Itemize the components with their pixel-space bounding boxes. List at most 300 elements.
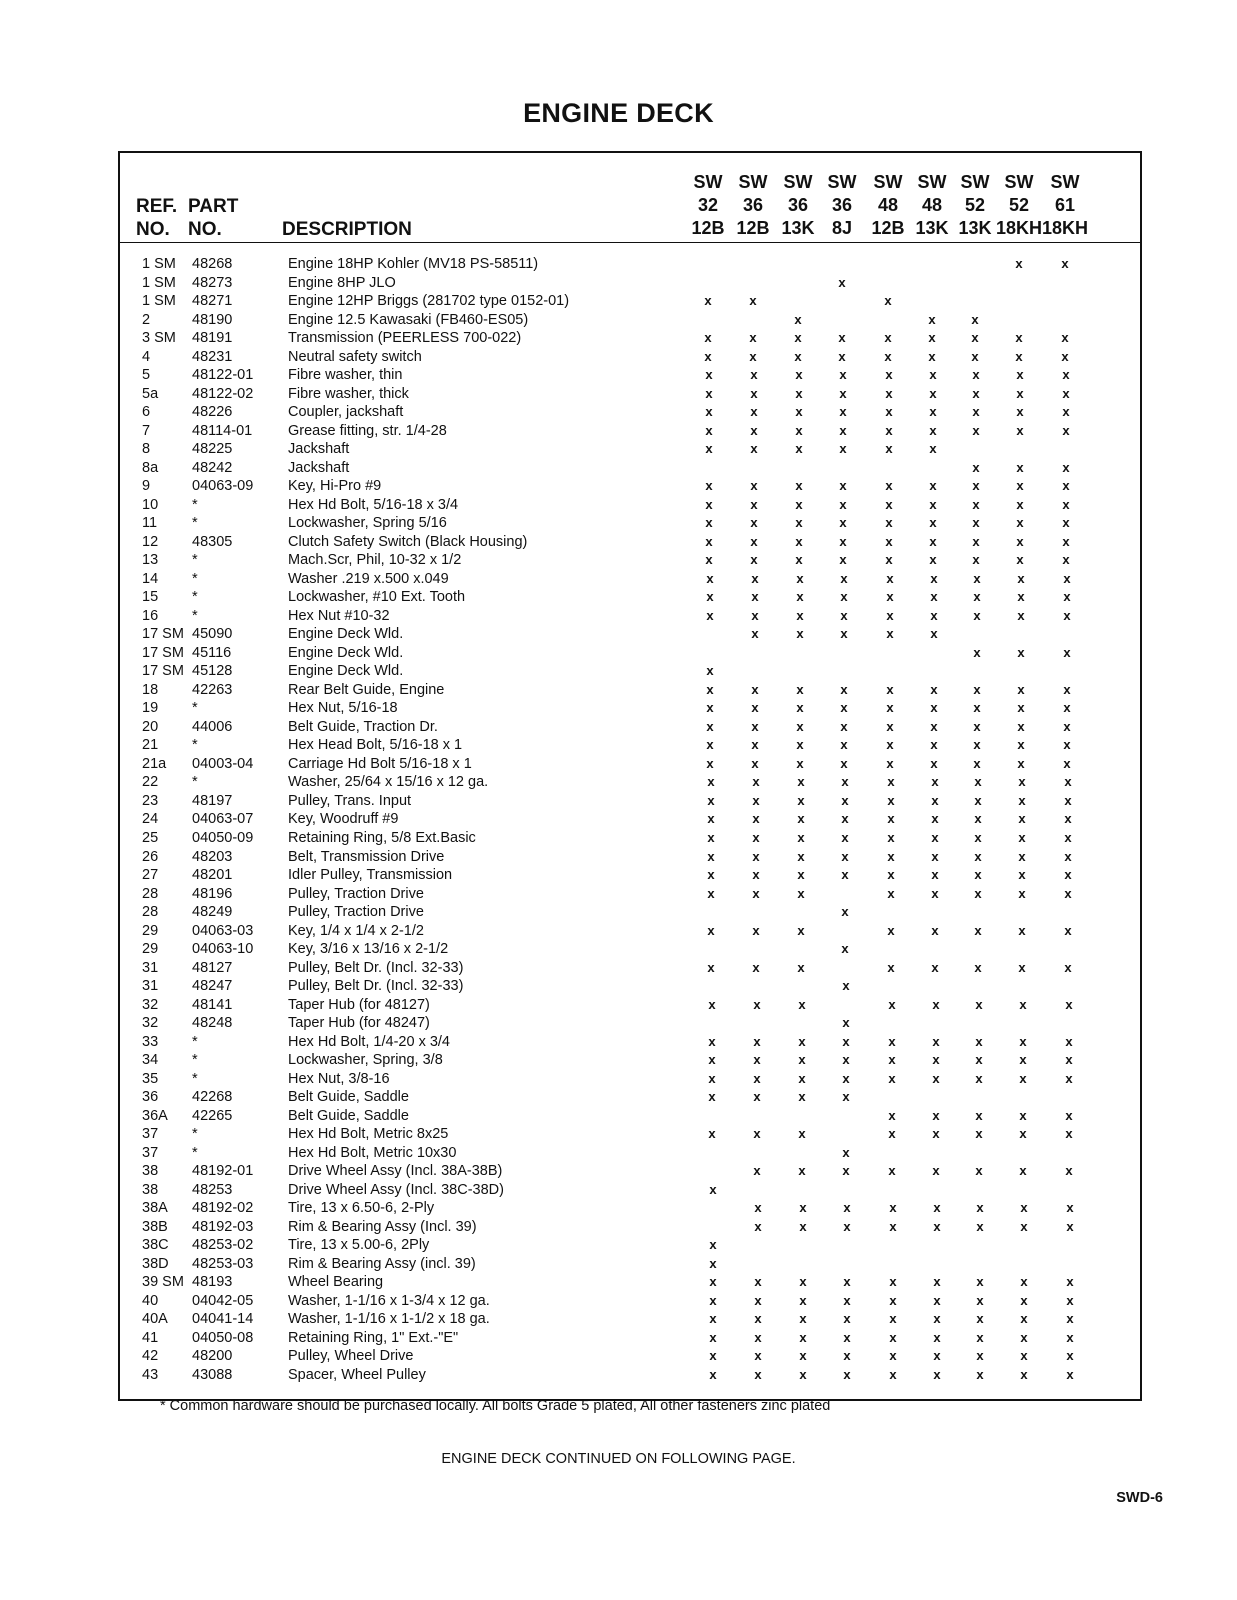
fitment-mark: x bbox=[974, 867, 982, 883]
fitment-mark: x bbox=[707, 959, 715, 975]
fitment-mark: x bbox=[1017, 607, 1025, 623]
fitment-mark: x bbox=[705, 404, 713, 420]
fitment-mark: x bbox=[1016, 496, 1024, 512]
ref-no: 38 bbox=[142, 1163, 159, 1180]
part-no: 48242 bbox=[192, 459, 233, 476]
fitment-mark: x bbox=[888, 1033, 896, 1049]
fitment-mark: x bbox=[754, 1329, 762, 1345]
table-row bbox=[120, 477, 1140, 496]
fitment-mark: x bbox=[799, 1366, 807, 1382]
fitment-mark: x bbox=[974, 885, 982, 901]
description: Pulley, Belt Dr. (Incl. 32-33) bbox=[288, 959, 464, 976]
table-row bbox=[120, 848, 1140, 867]
fitment-mark: x bbox=[1016, 552, 1024, 568]
fitment-mark: x bbox=[1020, 1348, 1028, 1364]
fitment-mark: x bbox=[1066, 1274, 1074, 1290]
ref-no: 38B bbox=[142, 1218, 168, 1235]
table-row bbox=[120, 755, 1140, 774]
fitment-mark: x bbox=[929, 496, 937, 512]
part-no: 48192-01 bbox=[192, 1163, 254, 1180]
part-no: 42263 bbox=[192, 681, 233, 698]
part-no: 48305 bbox=[192, 533, 233, 550]
fitment-mark: x bbox=[751, 755, 759, 771]
ref-no: 39 SM bbox=[142, 1274, 184, 1291]
fitment-mark: x bbox=[708, 1089, 716, 1105]
part-no: 48193 bbox=[192, 1274, 233, 1291]
table-row bbox=[120, 1162, 1140, 1181]
fitment-mark: x bbox=[888, 1107, 896, 1123]
ref-no: 11 bbox=[142, 515, 158, 532]
fitment-mark: x bbox=[887, 959, 895, 975]
fitment-mark: x bbox=[794, 348, 802, 364]
description: Washer .219 x.500 x.049 bbox=[288, 570, 449, 587]
description: Engine 8HP JLO bbox=[288, 274, 396, 291]
table-row bbox=[120, 1070, 1140, 1089]
fitment-mark: x bbox=[796, 607, 804, 623]
fitment-mark: x bbox=[795, 552, 803, 568]
fitment-mark: x bbox=[972, 496, 980, 512]
fitment-mark: x bbox=[842, 1052, 850, 1068]
fitment-mark: x bbox=[706, 589, 714, 605]
fitment-mark: x bbox=[974, 811, 982, 827]
description: Rear Belt Guide, Engine bbox=[288, 681, 445, 698]
header-ref-no: NO. bbox=[136, 219, 170, 240]
fitment-mark: x bbox=[884, 330, 892, 346]
fitment-mark: x bbox=[1020, 1218, 1028, 1234]
table-row bbox=[120, 644, 1140, 663]
fitment-mark: x bbox=[839, 533, 847, 549]
page-number: SWD-6 bbox=[1116, 1490, 1163, 1506]
part-no: 48114-01 bbox=[192, 422, 253, 439]
fitment-mark: x bbox=[752, 792, 760, 808]
description: Hex Hd Bolt, Metric 8x25 bbox=[288, 1126, 449, 1143]
fitment-mark: x bbox=[752, 774, 760, 790]
fitment-mark: x bbox=[1062, 459, 1070, 475]
continued-note: ENGINE DECK CONTINUED ON FOLLOWING PAGE. bbox=[441, 1451, 796, 1467]
fitment-mark: x bbox=[1016, 515, 1024, 531]
description: Jackshaft bbox=[288, 441, 350, 458]
ref-no: 22 bbox=[142, 774, 159, 791]
fitment-mark: x bbox=[887, 867, 895, 883]
ref-no: 34 bbox=[142, 1052, 159, 1069]
description: Washer, 25/64 x 15/16 x 12 ga. bbox=[288, 774, 489, 791]
fitment-mark: x bbox=[971, 330, 979, 346]
fitment-mark: x bbox=[708, 1033, 716, 1049]
fitment-mark: x bbox=[1017, 718, 1025, 734]
fitment-mark: x bbox=[798, 1163, 806, 1179]
fitment-mark: x bbox=[976, 1311, 984, 1327]
fitment-mark: x bbox=[886, 737, 894, 753]
fitment-mark: x bbox=[1065, 1107, 1073, 1123]
fitment-mark: x bbox=[932, 996, 940, 1012]
fitment-mark: x bbox=[888, 1126, 896, 1142]
table-row bbox=[120, 1181, 1140, 1200]
fitment-mark: x bbox=[707, 922, 715, 938]
description: Pulley, Traction Drive bbox=[288, 885, 424, 902]
description: Hex Hd Bolt, Metric 10x30 bbox=[288, 1144, 457, 1161]
table-row bbox=[120, 422, 1140, 441]
model-header: 18KH bbox=[995, 218, 1043, 238]
fitment-mark: x bbox=[750, 367, 758, 383]
part-no: * bbox=[192, 570, 198, 587]
table-row bbox=[120, 625, 1140, 644]
fitment-mark: x bbox=[841, 829, 849, 845]
part-no: 48192-02 bbox=[192, 1200, 254, 1217]
fitment-mark: x bbox=[707, 848, 715, 864]
description: Drive Wheel Assy (Incl. 38A-38B) bbox=[288, 1163, 503, 1180]
fitment-mark: x bbox=[754, 1274, 762, 1290]
fitment-mark: x bbox=[799, 1348, 807, 1364]
ref-no: 18 bbox=[142, 681, 159, 698]
description: Taper Hub (for 48127) bbox=[288, 996, 430, 1013]
description: Taper Hub (for 48247) bbox=[288, 1015, 430, 1032]
fitment-mark: x bbox=[889, 1329, 897, 1345]
fitment-mark: x bbox=[842, 1033, 850, 1049]
fitment-mark: x bbox=[704, 330, 712, 346]
description: Retaining Ring, 5/8 Ext.Basic bbox=[288, 829, 476, 846]
part-no: 48122-02 bbox=[192, 385, 254, 402]
ref-no: 28 bbox=[142, 904, 159, 921]
model-header: 32 bbox=[697, 195, 719, 215]
table-row bbox=[120, 1273, 1140, 1292]
table-row bbox=[120, 366, 1140, 385]
fitment-mark: x bbox=[889, 1292, 897, 1308]
fitment-mark: x bbox=[1019, 1126, 1027, 1142]
fitment-mark: x bbox=[1019, 1033, 1027, 1049]
page-title: ENGINE DECK bbox=[523, 98, 714, 128]
fitment-mark: x bbox=[706, 607, 714, 623]
ref-no: 25 bbox=[142, 829, 159, 846]
fitment-mark: x bbox=[887, 922, 895, 938]
fitment-mark: x bbox=[886, 626, 894, 642]
part-no: * bbox=[192, 607, 198, 624]
fitment-mark: x bbox=[795, 441, 803, 457]
fitment-mark: x bbox=[932, 1070, 940, 1086]
fitment-mark: x bbox=[843, 1311, 851, 1327]
table-row bbox=[120, 403, 1140, 422]
ref-no: 38A bbox=[142, 1200, 168, 1217]
fitment-mark: x bbox=[971, 348, 979, 364]
fitment-mark: x bbox=[706, 718, 714, 734]
fitment-mark: x bbox=[973, 700, 981, 716]
description: Wheel Bearing bbox=[288, 1274, 384, 1291]
model-header: SW bbox=[827, 172, 857, 192]
part-no: 48271 bbox=[192, 293, 233, 310]
model-header: 52 bbox=[1008, 195, 1030, 215]
fitment-mark: x bbox=[752, 922, 760, 938]
fitment-mark: x bbox=[706, 570, 714, 586]
fitment-mark: x bbox=[928, 330, 936, 346]
fitment-mark: x bbox=[839, 496, 847, 512]
part-no: 48249 bbox=[192, 904, 233, 921]
fitment-mark: x bbox=[1019, 996, 1027, 1012]
fitment-mark: x bbox=[840, 718, 848, 734]
fitment-mark: x bbox=[929, 441, 937, 457]
fitment-mark: x bbox=[1020, 1200, 1028, 1216]
part-no: 48127 bbox=[192, 959, 233, 976]
part-no: 45128 bbox=[192, 663, 233, 680]
fitment-mark: x bbox=[973, 570, 981, 586]
fitment-mark: x bbox=[1066, 1329, 1074, 1345]
table-row bbox=[120, 440, 1140, 459]
fitment-mark: x bbox=[974, 922, 982, 938]
table-row bbox=[120, 792, 1140, 811]
fitment-mark: x bbox=[885, 515, 893, 531]
table-row bbox=[120, 866, 1140, 885]
fitment-mark: x bbox=[708, 1052, 716, 1068]
fitment-mark: x bbox=[1063, 644, 1071, 660]
fitment-mark: x bbox=[933, 1348, 941, 1364]
fitment-mark: x bbox=[842, 1089, 850, 1105]
fitment-mark: x bbox=[1065, 1163, 1073, 1179]
fitment-mark: x bbox=[709, 1366, 717, 1382]
description: Fibre washer, thin bbox=[288, 367, 403, 384]
fitment-mark: x bbox=[975, 1107, 983, 1123]
fitment-mark: x bbox=[931, 848, 939, 864]
fitment-mark: x bbox=[888, 1070, 896, 1086]
fitment-mark: x bbox=[975, 1126, 983, 1142]
fitment-mark: x bbox=[799, 1311, 807, 1327]
ref-no: 38D bbox=[142, 1255, 169, 1272]
fitment-mark: x bbox=[797, 792, 805, 808]
ref-no: 21 bbox=[142, 737, 159, 754]
fitment-mark: x bbox=[933, 1200, 941, 1216]
description: Lockwasher, Spring, 3/8 bbox=[288, 1052, 443, 1069]
model-header: 36 bbox=[742, 195, 764, 215]
model-header: SW bbox=[960, 172, 990, 192]
description: Key, 1/4 x 1/4 x 2-1/2 bbox=[288, 922, 424, 939]
ref-no: 13 bbox=[142, 552, 159, 569]
description: Pulley, Traction Drive bbox=[288, 904, 424, 921]
model-header: 12B bbox=[691, 218, 725, 238]
model-header: 12B bbox=[736, 218, 770, 238]
fitment-mark: x bbox=[1066, 1292, 1074, 1308]
part-no: 42265 bbox=[192, 1107, 233, 1124]
description: Belt Guide, Saddle bbox=[288, 1107, 409, 1124]
part-no: 48247 bbox=[192, 978, 233, 995]
part-no: 48192-03 bbox=[192, 1218, 254, 1235]
fitment-mark: x bbox=[1066, 1218, 1074, 1234]
fitment-mark: x bbox=[841, 774, 849, 790]
fitment-mark: x bbox=[797, 811, 805, 827]
ref-no: 28 bbox=[142, 885, 159, 902]
ref-no: 17 SM bbox=[142, 663, 184, 680]
ref-no: 36 bbox=[142, 1089, 159, 1106]
fitment-mark: x bbox=[930, 700, 938, 716]
table-row bbox=[120, 1292, 1140, 1311]
fitment-mark: x bbox=[931, 774, 939, 790]
fitment-mark: x bbox=[889, 1274, 897, 1290]
ref-no: 26 bbox=[142, 848, 159, 865]
description: Tire, 13 x 5.00-6, 2Ply bbox=[288, 1237, 430, 1254]
description: Coupler, jackshaft bbox=[288, 404, 404, 421]
description: Engine Deck Wld. bbox=[288, 663, 404, 680]
fitment-mark: x bbox=[1063, 700, 1071, 716]
ref-no: 36A bbox=[142, 1107, 168, 1124]
fitment-mark: x bbox=[931, 922, 939, 938]
fitment-mark: x bbox=[1064, 885, 1072, 901]
ref-no: 17 SM bbox=[142, 626, 184, 643]
fitment-mark: x bbox=[841, 941, 849, 957]
model-header: SW bbox=[1004, 172, 1034, 192]
fitment-mark: x bbox=[1018, 885, 1026, 901]
fitment-mark: x bbox=[797, 959, 805, 975]
fitment-mark: x bbox=[799, 1200, 807, 1216]
table-body bbox=[120, 255, 1140, 1384]
fitment-mark: x bbox=[930, 570, 938, 586]
fitment-mark: x bbox=[709, 1311, 717, 1327]
fitment-mark: x bbox=[754, 1348, 762, 1364]
fitment-mark: x bbox=[887, 774, 895, 790]
fitment-mark: x bbox=[706, 700, 714, 716]
ref-no: 41 bbox=[142, 1329, 159, 1346]
fitment-mark: x bbox=[1019, 1107, 1027, 1123]
fitment-mark: x bbox=[972, 404, 980, 420]
ref-no: 5a bbox=[142, 385, 159, 402]
table-row bbox=[120, 274, 1140, 293]
description: Carriage Hd Bolt 5/16-18 x 1 bbox=[288, 755, 472, 772]
fitment-mark: x bbox=[708, 1070, 716, 1086]
fitment-mark: x bbox=[838, 348, 846, 364]
fitment-mark: x bbox=[974, 829, 982, 845]
fitment-mark: x bbox=[750, 496, 758, 512]
fitment-mark: x bbox=[931, 867, 939, 883]
fitment-mark: x bbox=[796, 626, 804, 642]
ref-no: 35 bbox=[142, 1070, 159, 1087]
part-no: 04063-07 bbox=[192, 811, 254, 828]
fitment-mark: x bbox=[975, 1163, 983, 1179]
description: Belt Guide, Traction Dr. bbox=[288, 718, 438, 735]
fitment-mark: x bbox=[972, 552, 980, 568]
table-row bbox=[120, 588, 1140, 607]
fitment-mark: x bbox=[1016, 478, 1024, 494]
fitment-mark: x bbox=[932, 1126, 940, 1142]
fitment-mark: x bbox=[753, 1126, 761, 1142]
ref-no: 33 bbox=[142, 1033, 159, 1050]
fitment-mark: x bbox=[1061, 348, 1069, 364]
ref-no: 1 SM bbox=[142, 274, 176, 291]
fitment-mark: x bbox=[1066, 1311, 1074, 1327]
fitment-mark: x bbox=[795, 422, 803, 438]
fitment-mark: x bbox=[705, 441, 713, 457]
fitment-mark: x bbox=[976, 1274, 984, 1290]
fitment-mark: x bbox=[843, 1274, 851, 1290]
fitment-mark: x bbox=[841, 811, 849, 827]
description: Hex Head Bolt, 5/16-18 x 1 bbox=[288, 737, 463, 754]
fitment-mark: x bbox=[797, 774, 805, 790]
fitment-mark: x bbox=[753, 1033, 761, 1049]
fitment-mark: x bbox=[1016, 367, 1024, 383]
table-row bbox=[120, 1347, 1140, 1366]
table-row bbox=[120, 570, 1140, 589]
table-row bbox=[120, 459, 1140, 478]
fitment-mark: x bbox=[750, 533, 758, 549]
fitment-mark: x bbox=[843, 1292, 851, 1308]
fitment-mark: x bbox=[1064, 774, 1072, 790]
ref-no: 17 SM bbox=[142, 644, 184, 661]
fitment-mark: x bbox=[750, 478, 758, 494]
fitment-mark: x bbox=[1065, 1070, 1073, 1086]
fitment-mark: x bbox=[753, 996, 761, 1012]
header-part-no: NO. bbox=[188, 219, 222, 240]
part-no: 48248 bbox=[192, 1015, 233, 1032]
description: Mach.Scr, Phil, 10-32 x 1/2 bbox=[288, 552, 462, 569]
fitment-mark: x bbox=[885, 441, 893, 457]
fitment-mark: x bbox=[887, 811, 895, 827]
fitment-mark: x bbox=[798, 1052, 806, 1068]
fitment-mark: x bbox=[975, 996, 983, 1012]
part-no: * bbox=[192, 737, 198, 754]
fitment-mark: x bbox=[929, 533, 937, 549]
fitment-mark: x bbox=[705, 422, 713, 438]
fitment-mark: x bbox=[842, 1070, 850, 1086]
model-header: SW bbox=[693, 172, 723, 192]
fitment-mark: x bbox=[796, 681, 804, 697]
part-no: * bbox=[192, 1070, 198, 1087]
fitment-mark: x bbox=[750, 552, 758, 568]
fitment-mark: x bbox=[1016, 404, 1024, 420]
fitment-mark: x bbox=[796, 570, 804, 586]
fitment-mark: x bbox=[795, 533, 803, 549]
fitment-mark: x bbox=[1063, 718, 1071, 734]
fitment-mark: x bbox=[708, 1126, 716, 1142]
fitment-mark: x bbox=[842, 1144, 850, 1160]
table-row bbox=[120, 940, 1140, 959]
ref-no: 7 bbox=[142, 422, 151, 439]
fitment-mark: x bbox=[1063, 681, 1071, 697]
fitment-mark: x bbox=[1062, 385, 1070, 401]
fitment-mark: x bbox=[1064, 792, 1072, 808]
part-no: * bbox=[192, 774, 198, 791]
ref-no: 40 bbox=[142, 1292, 159, 1309]
ref-no: 29 bbox=[142, 941, 159, 958]
table-row bbox=[120, 311, 1140, 330]
fitment-mark: x bbox=[706, 755, 714, 771]
part-no: 04063-03 bbox=[192, 922, 254, 939]
part-no: 45116 bbox=[192, 644, 232, 661]
fitment-mark: x bbox=[889, 1366, 897, 1382]
ref-no: 24 bbox=[142, 811, 159, 828]
fitment-mark: x bbox=[930, 755, 938, 771]
fitment-mark: x bbox=[751, 589, 759, 605]
fitment-mark: x bbox=[1062, 552, 1070, 568]
ref-no: 21a bbox=[142, 755, 167, 772]
fitment-mark: x bbox=[885, 367, 893, 383]
fitment-mark: x bbox=[749, 293, 757, 309]
description: Key, Woodruff #9 bbox=[288, 811, 399, 828]
fitment-mark: x bbox=[975, 1070, 983, 1086]
model-header: 18KH bbox=[1041, 218, 1089, 238]
fitment-mark: x bbox=[1062, 422, 1070, 438]
description: Key, Hi-Pro #9 bbox=[288, 478, 382, 495]
fitment-mark: x bbox=[972, 478, 980, 494]
fitment-mark: x bbox=[1018, 922, 1026, 938]
fitment-mark: x bbox=[933, 1366, 941, 1382]
fitment-mark: x bbox=[1019, 1070, 1027, 1086]
fitment-mark: x bbox=[709, 1181, 717, 1197]
description: Hex Hd Bolt, 1/4-20 x 3/4 bbox=[288, 1033, 450, 1050]
fitment-mark: x bbox=[839, 552, 847, 568]
table-row bbox=[120, 385, 1140, 404]
fitment-mark: x bbox=[1016, 385, 1024, 401]
fitment-mark: x bbox=[930, 626, 938, 642]
fitment-mark: x bbox=[1064, 829, 1072, 845]
model-header: 36 bbox=[787, 195, 809, 215]
part-no: 48196 bbox=[192, 885, 233, 902]
fitment-mark: x bbox=[1064, 867, 1072, 883]
fitment-mark: x bbox=[706, 737, 714, 753]
fitment-mark: x bbox=[840, 570, 848, 586]
